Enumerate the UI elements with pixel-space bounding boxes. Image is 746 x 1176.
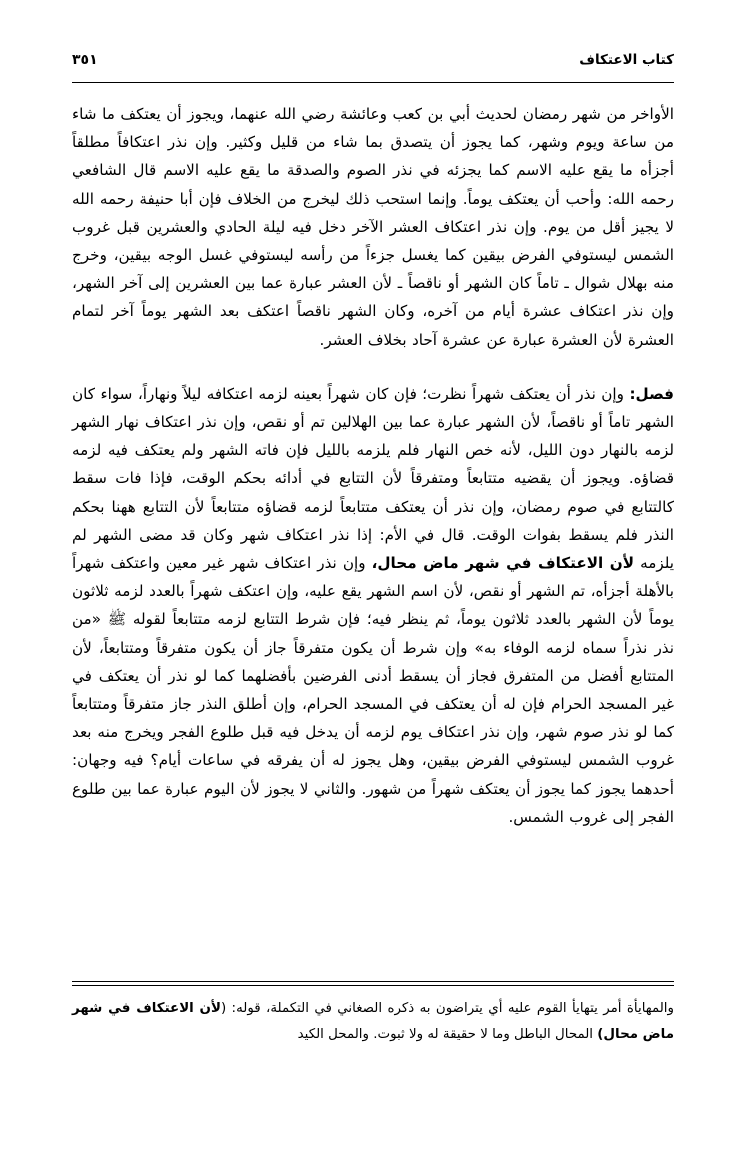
paragraph-2-part-1: وإن نذر أن يعتكف شهراً نظرت؛ فإن كان شهراً بعينه لزمه اعتكافه ليلاً ونهاراً، سواء كان الشهر تاماً أو ناقصاً، لأن الشهر عبارة عما بين الهلالين تم أو نقص، وإن نذر اعتكاف نهار الشهر لزمه بالنهار دون الليل، لأنه خص النهار فلم يلزمه بالليل فإن فاته الشهر ولم يعتكف فيه لزمه قضاؤه. ويجوز أن يقضيه متتابعاً ومتفرقاً لأن التتابع في أدائه بحكم الوقت، فإذا فات سقط كالتتابع في صوم رمضان، وإن نذر أن يعتكف متتابعاً لزمه قضاؤه متتابعاً لأن التتابع ههنا بحكم النذر فلم يسقط بفوات الوقت. قال في الأم: إذا نذر اعتكاف شهر وكان قد مضى الشهر لم يلزمه	[72, 384, 674, 573]
paragraph-1: الأواخر من شهر رمضان لحديث أبي بن كعب وعائشة رضي الله عنهما، ويجوز أن يعتكف ما شاء من ساعة ويوم وشهر، كما يجوز أن يتصدق بما شاء من قليل وكثير. وإن نذر اعتكافاً مطلقاً أجزأه ما يقع عليه الاسم كما يجزئه في نذر الصوم والصدقة ما يقع عليه الاسم قال الشافعي رحمه الله: وأحب أن يعتكف يوماً. وإنما استحب ذلك ليخرج من الخلاف فإن أبا حنيفة رحمه الله لا يجيز أقل من يوم. وإن نذر اعتكاف العشر الآخر دخل فيه ليلة الحادي والعشرين قبل غروب الشمس ليستوفي الفرض بيقين كما يغسل جزءاً من رأسه ليستوفي غسل الوجه بيقين، وخرج منه بهلال شوال ـ تاماً كان الشهر أو ناقصاً ـ لأن العشر عبارة عما بين العشرين إلى آخر الشهر، وإن نذر اعتكاف عشرة أيام من آخره، وكان الشهر ناقصاً اعتكف بعد الشهر يوماً آخر لتمام العشرة لأن العشرة عبارة عن عشرة آحاد بخلاف العشر.	[72, 105, 674, 349]
paragraph-2-emphasis: لأن الاعتكاف في شهر ماض محال،	[371, 554, 635, 573]
footnote-part-2: المحال الباطل وما لا حقيقة له ولا ثبوت. والمحل الكيد	[297, 1027, 598, 1042]
footnote-paragraph	[72, 996, 674, 1048]
footnote-divider-upper	[72, 981, 674, 982]
footnote-part-1: والمهايأة أمر يتهايأ القوم عليه أي يتراضون به ذكره الصغاني في التكملة، قوله: (	[220, 1001, 674, 1016]
main-text-body	[72, 100, 674, 831]
paragraph-2	[72, 380, 674, 831]
footnote-emphasis: لأن الاعتكاف في شهر ماض محال)	[72, 1001, 674, 1042]
footnote-divider-lower	[72, 985, 674, 986]
page-header	[72, 52, 674, 68]
book-title: كتاب الاعتكاف	[579, 52, 674, 68]
footnote-body	[72, 996, 674, 1048]
paragraph-2-part-2: وإن نذر اعتكاف شهر غير معين واعتكف شهراً بالأهلة أجزأه، تم الشهر أو نقص، لأن اسم الشهر يقع عليه، وإن اعتكف شهراً بالعدد لزمه ثلاثون يوماً لأن الشهر بالعدد ثلاثون يوماً، ثم ينظر فيه؛ فإن شرط التتابع لزمه متتابعاً لقوله ﷺ «من نذر نذراً سماه لزمه الوفاء به» وإن شرط أن يكون متفرقاً جاز أن يكون متفرقاً ومتتابعاً، لأن المتتابع أفضل من المتفرق فجاز أن يسقط أدنى الفرضين بأفضلهما كما لو نذر أن يعتكف في غير المسجد الحرام فإن له أن يعتكف في المسجد الحرام، وإن أطلق النذر جاز متفرقاً ومتتابعاً كما لو نذر صوم شهر، وإن نذر اعتكاف يوم لزمه أن يدخل فيه قبل طلوع الفجر ويخرج منه بعد غروب الشمس ليستوفي الفرض بيقين، وهل يجوز له أن يفرقه في ساعات أيام؟ فيه وجهان: أحدهما يجوز كما يجوز أن يعتكف شهراً من شهور. والثاني لا يجوز لأن اليوم عبارة عما بين طلوع الفجر إلى غروب الشمس.	[72, 554, 674, 826]
page-number: ٣٥١	[72, 52, 98, 68]
section-label-fasl: فصل:	[629, 384, 674, 403]
header-divider	[72, 82, 674, 83]
